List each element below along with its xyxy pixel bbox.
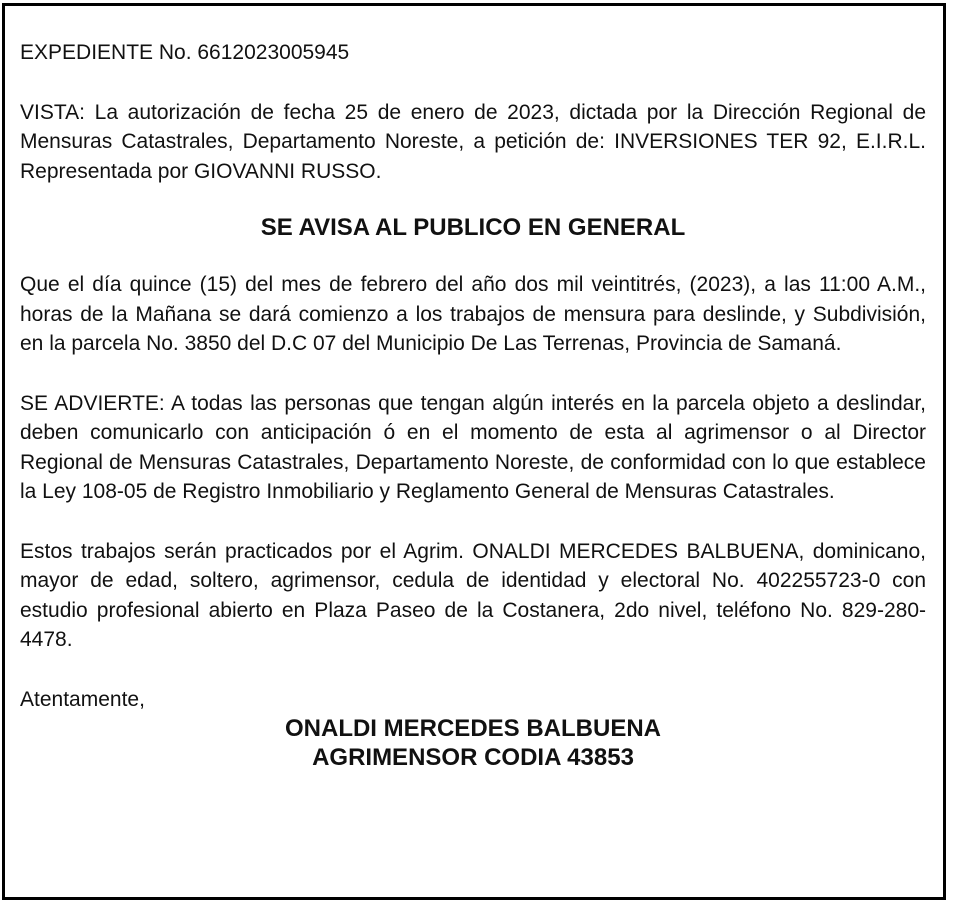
signature-name: ONALDI MERCEDES BALBUENA [284, 714, 661, 742]
expediente-number: EXPEDIENTE No. 6612023005945 [20, 41, 350, 64]
vista-paragraph: VISTA: La autorización de fecha 25 de enero de 2023, dictada por la Dirección Regional de Mensuras Catastrales, Departamento Noreste, a petición de: INVERSIONES TER 92, E.I.R.L. Representada por GIOVANNI RUSSO. [20, 100, 926, 183]
schedule-paragraph: Que el día quince (15) del mes de febrero del año dos mil veintitrés, (2023), a las 11:00 A.M., horas de la Mañana se dará comienzo a los trabajos de mensura para deslinde, y Subdivisión, en la parcela No. 3850 del D.C 07 del Municipio De Las Terrenas, Provincia de Samaná. [20, 273, 926, 355]
warning-paragraph: SE ADVIERTE: A todas las personas que tengan algún interés en la parcela objeto a deslindar, deben comunicarlo con anticipación ó en el momento de esta al agrimensor o al Director Regional de Mensuras Catastrales, Departamento Noreste, de conformidad con lo que establece la Ley 108-05 de Registro Inmobiliario y Reglamento General de Mensuras Catastrales. [20, 391, 926, 503]
notice-heading: SE AVISA AL PUBLICO EN GENERAL [260, 214, 686, 241]
signature-title: AGRIMENSOR CODIA 43853 [312, 743, 634, 771]
notice-body [20, 38, 926, 772]
surveyor-paragraph: Estos trabajos serán practicados por el Agrim. ONALDI MERCEDES BALBUENA, dominicano, mayor de edad, soltero, agrimensor, cedula de identidad y electoral No. 402255723-0 con estudio profesional abierto en Plaza Paseo de la Costanera, 2do nivel, teléfono No. 829-280-4478. [20, 539, 926, 651]
closing-salutation: Atentamente, [20, 687, 145, 711]
